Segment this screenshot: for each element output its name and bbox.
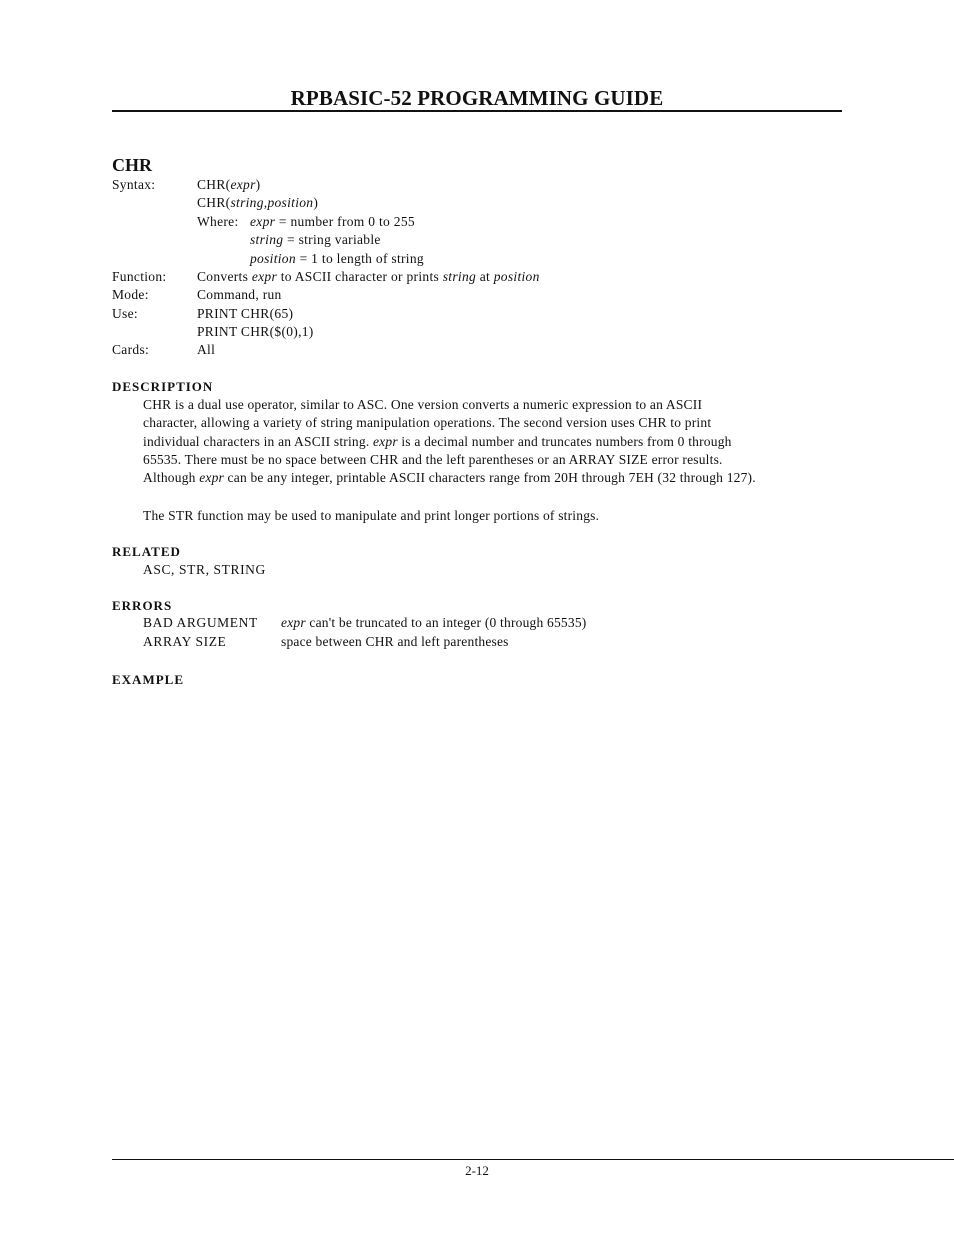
function-value bbox=[197, 268, 540, 286]
mode-value: Command, run bbox=[197, 287, 282, 302]
syntax-form-1 bbox=[197, 176, 260, 194]
use-example-1: PRINT CHR(65) bbox=[197, 306, 294, 321]
function-text-3: at bbox=[476, 269, 494, 284]
error-desc-bad-argument-text: can't be truncated to an integer (0 through 65535) bbox=[305, 615, 587, 630]
header-rule bbox=[112, 110, 842, 112]
syntax-2-pre: CHR( bbox=[197, 195, 231, 210]
where-position-name: position bbox=[250, 251, 296, 266]
syntax-2-post: ) bbox=[313, 195, 319, 210]
syntax-label: Syntax: bbox=[112, 177, 156, 192]
error-desc-bad-argument bbox=[281, 615, 586, 631]
where-position bbox=[250, 250, 424, 268]
function-label: Function: bbox=[112, 269, 167, 284]
entry-title: CHR bbox=[112, 155, 152, 175]
syntax-1-arg: expr bbox=[230, 177, 256, 192]
error-code-array-size: ARRAY SIZE bbox=[143, 634, 227, 649]
cards-value: All bbox=[197, 342, 216, 357]
function-italic-3: position bbox=[493, 269, 540, 284]
error-desc-array-size: space between CHR and left parentheses bbox=[281, 634, 509, 649]
description-line-5-post: can be any integer, printable ASCII characters range from 20H through 7EH (32 through 127). bbox=[223, 470, 756, 485]
error-desc-bad-argument-italic: expr bbox=[281, 615, 306, 630]
function-italic-2: string bbox=[442, 269, 477, 284]
function-italic-1: expr bbox=[251, 269, 278, 284]
description-line-3-italic: expr bbox=[372, 434, 398, 449]
mode-label: Mode: bbox=[112, 287, 149, 302]
syntax-2-arg: string,position bbox=[230, 195, 314, 210]
example-heading: EXAMPLE bbox=[112, 672, 184, 687]
syntax-1-post: ) bbox=[255, 177, 261, 192]
description-line-5 bbox=[143, 469, 756, 487]
page-header-title: RPBASIC-52 PROGRAMMING GUIDE bbox=[290, 86, 664, 110]
where-string-name: string bbox=[250, 232, 284, 247]
description-line-3-post: is a decimal number and truncates numbers from 0 through bbox=[397, 434, 732, 449]
description-heading: DESCRIPTION bbox=[112, 379, 214, 394]
errors-heading: ERRORS bbox=[112, 598, 173, 613]
where-string-desc: = string variable bbox=[283, 232, 381, 247]
description-line-1: CHR is a dual use operator, similar to ASC. One version converts a numeric expression to an ASCII bbox=[143, 397, 703, 412]
syntax-form-2 bbox=[197, 194, 318, 212]
where-expr-name: expr bbox=[250, 214, 276, 229]
footer-rule bbox=[112, 1159, 954, 1160]
function-text-1: Converts bbox=[197, 269, 252, 284]
use-label: Use: bbox=[112, 306, 138, 321]
where-label: Where: bbox=[197, 214, 239, 229]
description-line-5-pre: Although bbox=[143, 470, 200, 485]
where-position-desc: = 1 to length of string bbox=[295, 251, 424, 266]
where-string bbox=[250, 231, 381, 249]
page-number: 2-12 bbox=[465, 1163, 489, 1178]
description-line-5-italic: expr bbox=[199, 470, 224, 485]
error-code-bad-argument: BAD ARGUMENT bbox=[143, 615, 258, 630]
cards-label: Cards: bbox=[112, 342, 150, 357]
function-text-2: to ASCII character or prints bbox=[277, 269, 443, 284]
related-value: ASC, STR, STRING bbox=[143, 562, 266, 577]
where-expr-desc: = number from 0 to 255 bbox=[275, 214, 415, 229]
description-line-3-pre: individual characters in an ASCII string. bbox=[143, 434, 373, 449]
description-line-4: 65535. There must be no space between CHR and the left parentheses or an ARRAY SIZE error results. bbox=[143, 452, 723, 467]
where-expr bbox=[250, 213, 415, 231]
syntax-1-pre: CHR( bbox=[197, 177, 231, 192]
description-line-2: character, allowing a variety of string manipulation operations. The second version uses CHR to print bbox=[143, 415, 712, 430]
use-example-2: PRINT CHR($(0),1) bbox=[197, 324, 314, 339]
related-heading: RELATED bbox=[112, 544, 181, 559]
description-line-3 bbox=[143, 433, 732, 451]
description-line-6: The STR function may be used to manipulate and print longer portions of strings. bbox=[143, 508, 600, 523]
